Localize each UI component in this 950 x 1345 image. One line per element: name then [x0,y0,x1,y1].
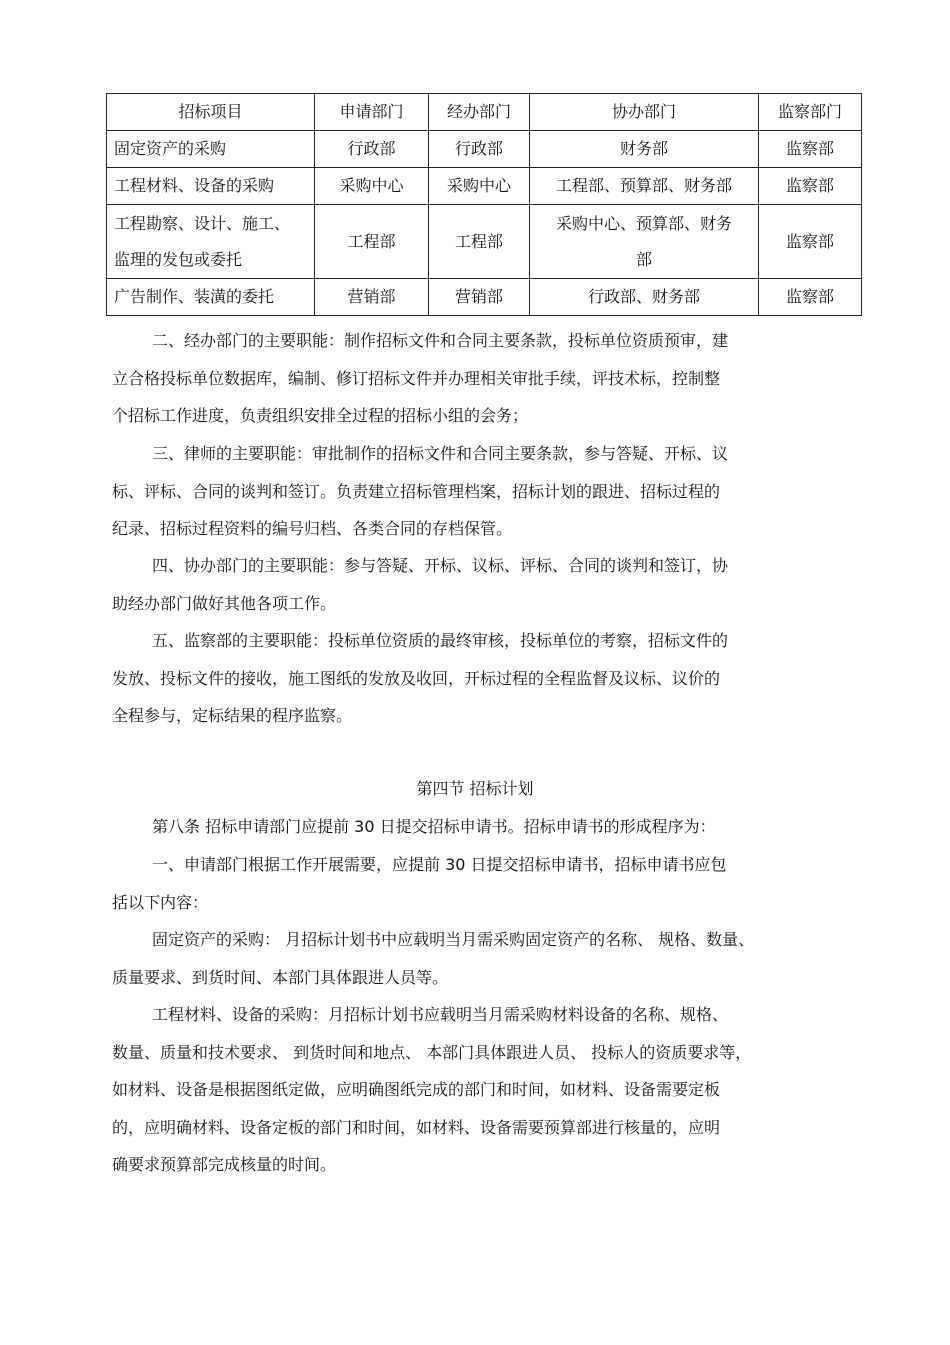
text-line: 纪录、招标过程资料的编号归档、各类合同的存档保管。 [112,519,513,538]
cell-supervise: 监察部 [759,279,862,316]
text-line: 五、监察部的主要职能：投标单位资质的最终审核，投标单位的考察，招标文件的 [152,631,729,650]
cell-assist-line: 行政部、财务部 [587,287,700,306]
header-supervise-dept: 监察部门 [759,94,862,131]
cell-apply: 工程部 [315,205,429,279]
paragraph-apply-dept [112,846,842,921]
text-line: 质量要求、到货时间、本部门具体跟进人员等。 [112,967,449,987]
cell-item-line: 工程材料、设备的采购 [114,176,275,195]
cell-supervise: 监察部 [759,205,862,279]
text-line: 标、评标、合同的谈判和签订。负责建立招标管理档案，招标计划的跟进、招标过程的 [112,481,721,501]
table-row [107,205,862,279]
header-apply-dept: 申请部门 [315,94,429,131]
text-line: 如材料、设备是根据图纸定做，应明确图纸完成的部门和时间，如材料、设备需要定板 [112,1080,721,1099]
cell-apply: 采购中心 [315,168,429,205]
cell-item-line: 工程勘察、设计、施工、 [114,213,291,233]
paragraph-engineering-materials [112,996,842,1184]
cell-handle: 行政部 [429,131,530,168]
cell-handle: 营销部 [429,279,530,316]
text-line: 二、经办部门的主要职能：制作招标文件和合同主要条款，投标单位资质预审，建 [152,331,729,350]
table-header-row [107,94,862,131]
table-row [107,131,862,168]
text-line: 四、协办部门的主要职能：参与答疑、开标、议标、评标、合同的谈判和签订，协 [152,556,729,575]
cell-supervise: 监察部 [759,131,862,168]
text-line: 助经办部门做好其他各项工作。 [112,593,337,613]
text-line: 工程材料、设备的采购：月招标计划书应载明当月需采购材料设备的名称、规格、 [152,1005,729,1024]
text-line: 的，应明确材料、设备定板的部门和时间，如材料、设备需要预算部进行核量的，应明 [112,1117,721,1137]
header-item: 招标项目 [107,94,315,131]
cell-item [107,279,315,316]
text-line: 括以下内容： [112,892,209,912]
text-line: 三、律师的主要职能：审批制作的招标文件和合同主要条款，参与答疑、开标、议 [152,444,729,463]
cell-assist [530,168,759,205]
table-row [107,168,862,205]
text-line: 一、申请部门根据工作开展需要，应提前 30 日提交招标申请书，招标申请书应包 [152,855,727,874]
table-row [107,279,862,316]
cell-handle: 工程部 [429,205,530,279]
cell-item [107,205,315,279]
cell-item-line: 广告制作、装潢的委托 [114,287,275,306]
text-line: 第八条 招标申请部门应提前 30 日提交招标申请书。招标申请书的形成程序为： [152,817,716,836]
cell-assist [530,279,759,316]
paragraph-fixed-assets [112,921,842,996]
section-title: 第四节 招标计划 [416,779,534,798]
header-assist-dept: 协办部门 [530,94,759,131]
cell-apply: 营销部 [315,279,429,316]
text-line: 固定资产的采购： 月招标计划书中应载明当月需采购固定资产的名称、 规格、数量、 [152,930,755,949]
cell-apply: 行政部 [315,131,429,168]
cell-item [107,131,315,168]
cell-assist-line: 工程部、预算部、财务部 [555,176,732,195]
cell-assist-line: 财务部 [619,139,668,158]
paragraph-supervision-duties [112,622,842,735]
text-line: 数量、质量和技术要求、 到货时间和地点、 本部门具体跟进人员、 投标人的资质要求等， [112,1042,752,1062]
cell-assist-line: 部 [635,249,652,269]
paragraph-handle-dept-duties [112,322,842,435]
cell-item [107,168,315,205]
cell-supervise: 监察部 [759,168,862,205]
cell-item-line: 监理的发包或委托 [114,249,243,269]
paragraph-article-8 [112,808,842,846]
cell-assist [530,131,759,168]
department-table [106,93,862,316]
text-line: 确要求预算部完成核量的时间。 [112,1155,337,1174]
paragraph-assist-dept-duties [112,547,842,622]
text-line: 立合格投标单位数据库，编制、修订招标文件并办理相关审批手续，评技术标，控制整 [112,368,721,388]
text-line: 发放、投标文件的接收，施工图纸的发放及收回，开标过程的全程监督及议标、议价的 [112,668,721,688]
text-line: 全程参与，定标结果的程序监察。 [112,706,353,725]
cell-assist [530,205,759,279]
text-line: 个招标工作进度，负责组织安排全过程的招标小组的会务； [112,406,529,425]
cell-item-line: 固定资产的采购 [114,139,227,158]
paragraph-lawyer-duties [112,435,842,548]
cell-handle: 采购中心 [429,168,530,205]
header-handle-dept: 经办部门 [429,94,530,131]
cell-assist-line: 采购中心、预算部、财务 [555,213,732,233]
